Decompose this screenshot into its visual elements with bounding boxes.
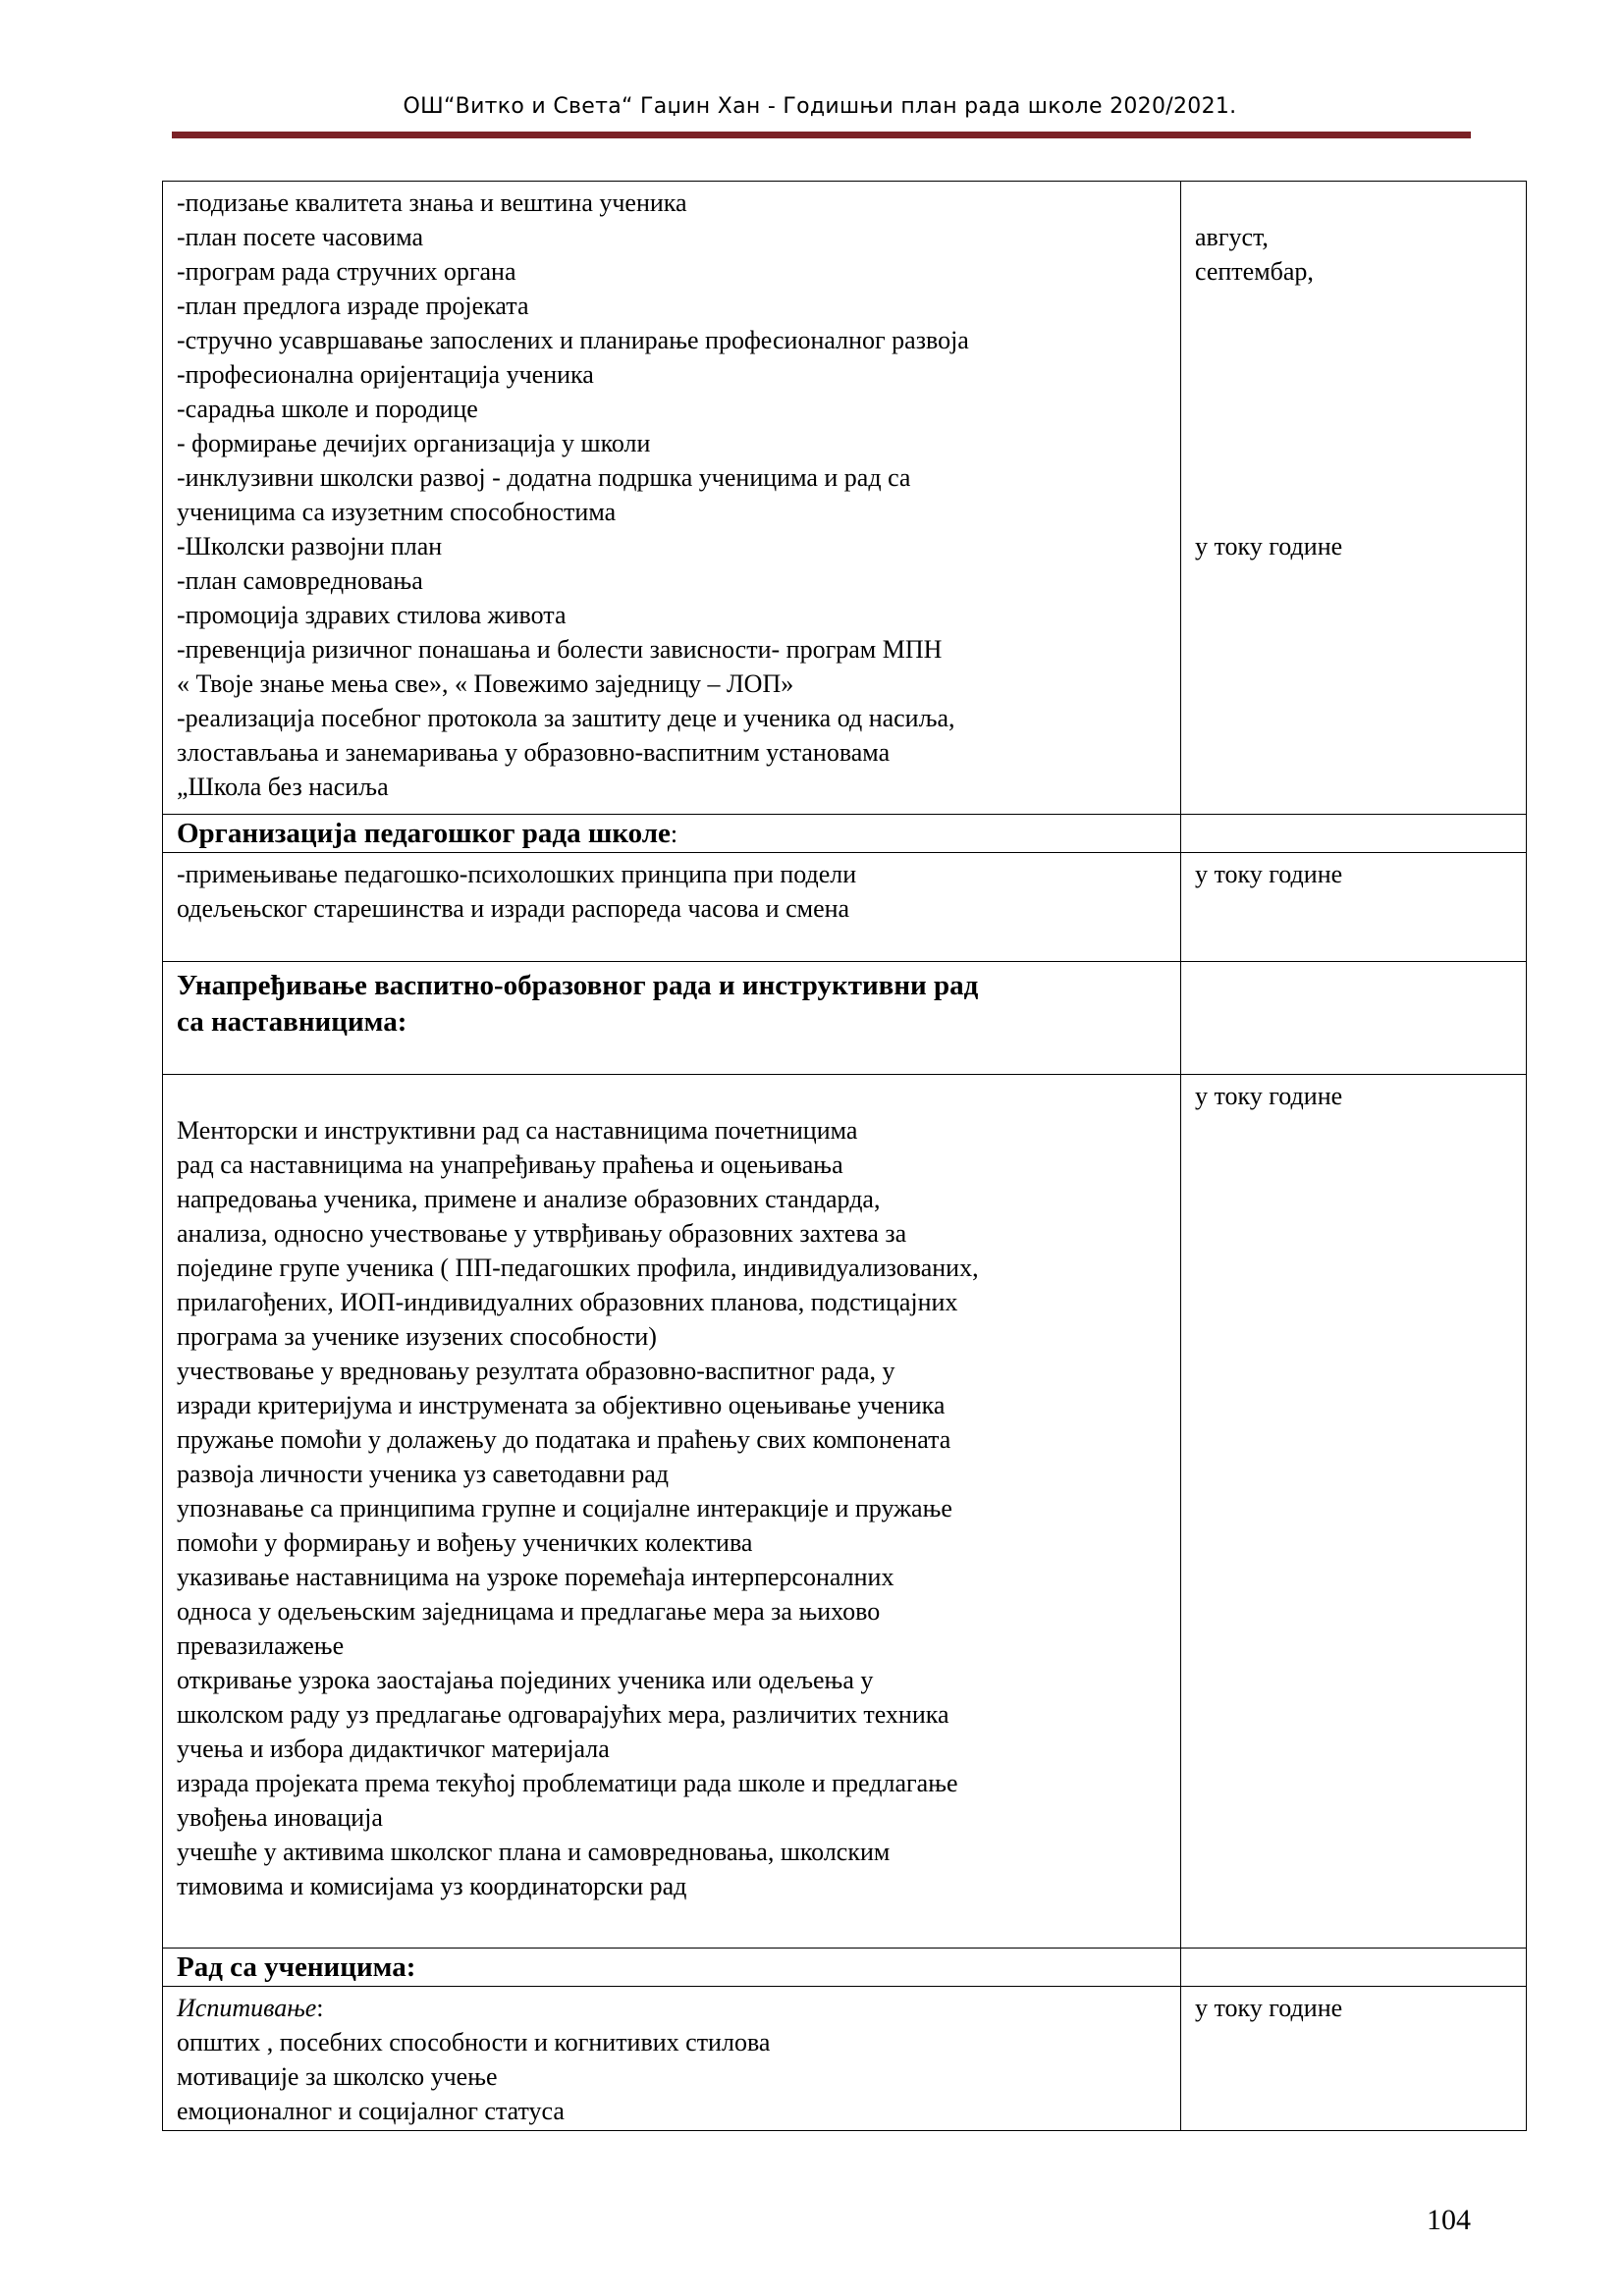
list-item: напредовања ученика, примене и анализе образовних стандарда,	[177, 1185, 881, 1213]
list-item: злостављања и занемаривања у образовно-васпитним установама	[177, 738, 891, 767]
section-heading: Рад са ученицима:	[177, 1951, 416, 1983]
timeframe-text: у току године	[1195, 532, 1343, 561]
list-item: Менторски и инструктивни рад са наставницима почетницима	[177, 1116, 858, 1145]
page-header: ОШ“Витко и Света“ Гаџин Хан - Годишњи план рада школе 2020/2021.	[403, 94, 1237, 119]
activities-cell	[163, 1075, 1181, 1949]
list-item: увођења иновација	[177, 1803, 383, 1832]
table-row	[163, 1949, 1527, 1987]
timeframe-cell	[1181, 182, 1527, 815]
list-item: поједине групе ученика ( ПП-педагошких профила, индивидуализованих,	[177, 1254, 979, 1282]
list-item: пружање помоћи у долажењу до података и праћењу свих компонената	[177, 1425, 951, 1454]
list-item: -инклузивни школски развој - додатна подршка ученицима и рад са	[177, 463, 911, 492]
list-item: -професионална оријентација ученика	[177, 360, 594, 389]
list-item: учешће у активима школског плана и самовредновања, школским	[177, 1838, 891, 1866]
list-item: -план самовредновања	[177, 566, 423, 595]
list-item: -Школски развојни план	[177, 532, 443, 561]
list-item: откривање узрока заостајања појединих ученика или одељења у	[177, 1666, 874, 1694]
section-heading: Унапређивање васпитно-образовног рада и инструктивни рад	[177, 970, 979, 1001]
list-item: мотивације за школско учење	[177, 2062, 498, 2091]
list-item: -програм рада стручних органа	[177, 257, 516, 286]
list-item: програма за ученике изузених способности)	[177, 1322, 657, 1351]
list-item: - формирање дечијих организација у школи	[177, 429, 651, 457]
list-item: упознавање са принципима групне и социјалне интеракције и пружање	[177, 1494, 952, 1522]
list-item: указивање наставницима на узроке поремећаја интерперсоналних	[177, 1563, 894, 1591]
list-item: одељењског старешинства и изради распореда часова и смена	[177, 894, 850, 923]
activities-cell	[163, 853, 1181, 962]
list-item: изради критеријума и инструмената за објективно оцењивање ученика	[177, 1391, 946, 1419]
list-item: -стручно усавршавање запослених и планирање професионалног развоја	[177, 326, 969, 354]
timeframe-cell	[1181, 1075, 1527, 1949]
list-item: анализа, односно учествовање у утврђивању образовних захтева за	[177, 1219, 907, 1248]
page-number: 104	[1427, 2204, 1471, 2236]
subsection-label-suffix: :	[316, 1994, 324, 2022]
section-heading: са наставницима:	[177, 1006, 407, 1038]
list-item: општих , посебних способности и когнитивих стилова	[177, 2028, 771, 2056]
list-item: -план предлога израде пројеката	[177, 292, 529, 320]
list-item: помоћи у формирању и вођењу ученичких колектива	[177, 1528, 753, 1557]
table-row	[163, 815, 1527, 853]
section-heading-cell	[163, 962, 1181, 1075]
list-item: тимовима и комисијама уз координаторски рад	[177, 1872, 687, 1900]
list-item: -план посете часовима	[177, 223, 424, 251]
list-item: емоционалног и социјалног статуса	[177, 2097, 565, 2125]
section-heading-suffix: :	[670, 820, 678, 848]
list-item: рад са наставницима на унапређивању праћења и оцењивања	[177, 1150, 843, 1179]
activities-cell	[163, 1987, 1181, 2131]
list-item: развоја личности ученика уз саветодавни рад	[177, 1460, 669, 1488]
list-item: « Твоје знање мења све», « Повежимо заједницу – ЛОП»	[177, 669, 794, 698]
section-heading-cell	[163, 815, 1181, 853]
list-item: ученицима са изузетним способностима	[177, 498, 617, 526]
timeframe-text: септембар,	[1195, 257, 1314, 286]
timeframe-cell	[1181, 853, 1527, 962]
section-heading-cell	[163, 1949, 1181, 1987]
list-item: превазилажење	[177, 1631, 345, 1660]
timeframe-text: у току године	[1195, 860, 1343, 888]
plan-table	[162, 181, 1527, 2131]
table-row	[163, 853, 1527, 962]
table-row	[163, 182, 1527, 815]
table-row	[163, 962, 1527, 1075]
timeframe-cell	[1181, 1987, 1527, 2131]
list-item: учествовање у вредновању резултата образовно-васпитног рада, у	[177, 1357, 895, 1385]
list-item: односа у одељењским заједницама и предлагање мера за њихово	[177, 1597, 881, 1626]
list-item: учења и избора дидактичког материјала	[177, 1735, 610, 1763]
list-item: -реализација посебног протокола за заштиту деце и ученика од насиља,	[177, 704, 955, 732]
timeframe-text: у току године	[1195, 1082, 1343, 1110]
timeframe-cell	[1181, 962, 1527, 1075]
list-item: -сарадња школе и породице	[177, 395, 478, 423]
timeframe-text: август,	[1195, 223, 1269, 251]
list-item: израда пројеката према текућој проблематици рада школе и предлагање	[177, 1769, 958, 1797]
list-item: -подизање квалитета знања и вештина ученика	[177, 188, 687, 217]
subsection-label: Испитивање	[177, 1994, 317, 2022]
timeframe-cell	[1181, 815, 1527, 853]
table-row	[163, 1987, 1527, 2131]
list-item: „Школа без насиља	[177, 773, 389, 801]
list-item: прилагођених, ИОП-индивидуалних образовних планова, подстицајних	[177, 1288, 958, 1316]
list-item: -примењивање педагошко-психолошких принципа при подели	[177, 860, 857, 888]
activities-cell	[163, 182, 1181, 815]
timeframe-text: у току године	[1195, 1994, 1343, 2022]
header-rule	[172, 132, 1471, 138]
timeframe-cell	[1181, 1949, 1527, 1987]
list-item: -превенција ризичног понашања и болести зависности- програм МПН	[177, 635, 943, 664]
list-item: школском раду уз предлагање одговарајућих мера, различитих техника	[177, 1700, 949, 1729]
section-heading: Организација педагошког рада школе	[177, 818, 671, 849]
table-row	[163, 1075, 1527, 1949]
list-item: -промоција здравих стилова живота	[177, 601, 567, 629]
